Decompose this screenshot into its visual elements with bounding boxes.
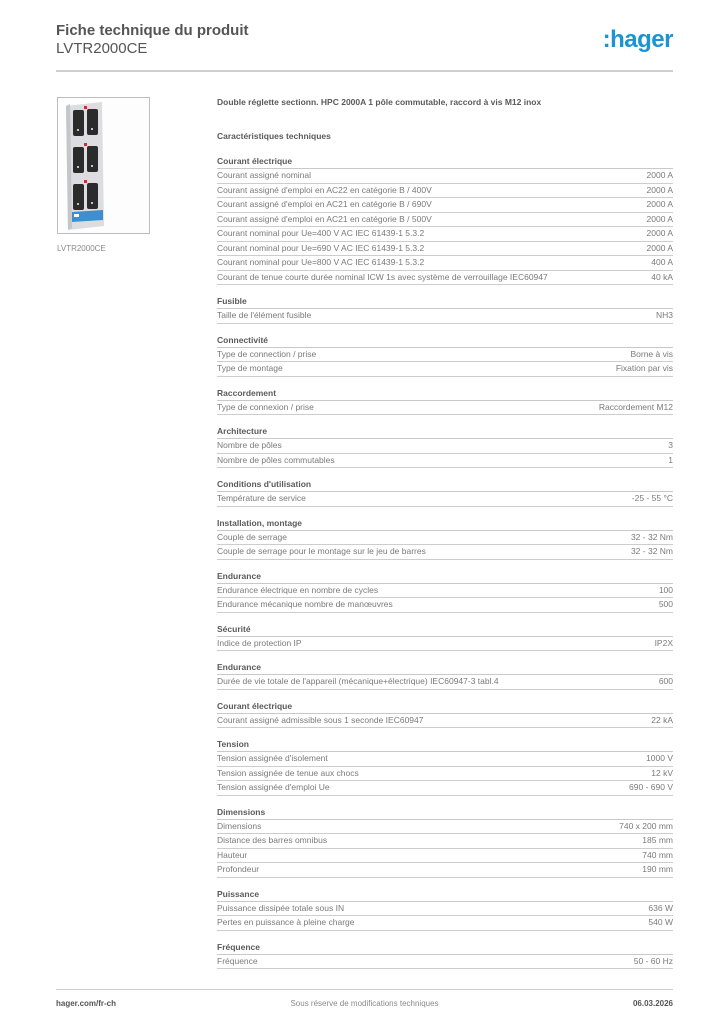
section-title: Installation, montage: [217, 518, 673, 531]
spec-section: [217, 739, 673, 796]
spec-label: Endurance électrique en nombre de cycles: [217, 584, 379, 595]
spec-row: [217, 362, 673, 377]
spec-label: Courant de tenue courte durée nominal ICW 1s avec système de verrouillage IEC60947: [217, 271, 548, 282]
section-title: Courant électrique: [217, 156, 673, 169]
spec-row: [217, 902, 673, 917]
section-title: Courant électrique: [217, 701, 673, 714]
spec-row: [217, 767, 673, 782]
spec-label: Couple de serrage pour le montage sur le jeu de barres: [217, 546, 426, 556]
spec-label: Courant nominal pour Ue=800 V AC IEC 61439-1 5.3.2: [217, 257, 425, 267]
spec-value: IP2X: [654, 637, 673, 648]
spec-label: Couple de serrage: [217, 531, 287, 542]
tech-characteristics-title: Caractéristiques techniques: [217, 131, 331, 141]
spec-row: [217, 675, 673, 690]
spec-label: Fréquence: [217, 955, 258, 966]
spec-label: Type de montage: [217, 363, 283, 373]
spec-label: Durée de vie totale de l'appareil (mécanique+électrique) IEC60947-3 tabl.4: [217, 676, 499, 686]
spec-row: [217, 545, 673, 560]
spec-value: Fixation par vis: [615, 363, 673, 373]
page-header: [56, 22, 673, 66]
spec-label: Courant assigné d'emploi en AC21 en catégorie B / 690V: [217, 199, 432, 209]
spec-section: [217, 662, 673, 690]
spec-row: [217, 439, 673, 454]
spec-value: 1000 V: [646, 753, 673, 763]
product-photo-icon: [58, 98, 150, 234]
spec-section: [217, 624, 673, 652]
spec-section: [217, 479, 673, 507]
spec-row: [217, 242, 673, 257]
section-title: Fusible: [217, 296, 673, 309]
spec-section: [217, 335, 673, 377]
spec-section: [217, 571, 673, 613]
spec-row: [217, 198, 673, 213]
product-image: [57, 97, 150, 234]
spec-value: 740 x 200 mm: [619, 820, 673, 831]
spec-value: 100: [658, 584, 673, 595]
spec-row: [217, 752, 673, 767]
spec-section: [217, 889, 673, 931]
spec-label: Type de connexion / prise: [217, 401, 314, 412]
spec-row: [217, 348, 673, 363]
spec-value: 540 W: [648, 917, 673, 927]
spec-value: 32 - 32 Nm: [630, 546, 673, 556]
spec-value: 636 W: [648, 902, 673, 913]
spec-row: [217, 492, 673, 507]
section-title: Tension: [217, 739, 673, 752]
page-footer: [56, 999, 673, 1011]
spec-section: [217, 388, 673, 416]
section-title: Raccordement: [217, 388, 673, 401]
spec-label: Courant assigné d'emploi en AC22 en catégorie B / 400V: [217, 184, 432, 195]
spec-value: 690 - 690 V: [629, 782, 673, 792]
spec-value: 50 - 60 Hz: [633, 955, 673, 966]
spec-row: [217, 598, 673, 613]
spec-label: Courant nominal pour Ue=690 V AC IEC 61439-1 5.3.2: [217, 242, 425, 253]
product-reference: LVTR2000CE: [57, 244, 106, 253]
spec-value: Raccordement M12: [598, 401, 673, 412]
spec-row: [217, 781, 673, 796]
spec-label: Distance des barres omnibus: [217, 835, 328, 845]
spec-value: NH3: [655, 310, 673, 320]
spec-label: Tension assignée d'isolement: [217, 753, 328, 763]
spec-label: Courant assigné admissible sous 1 seconde IEC60947: [217, 714, 424, 725]
footer-date: 06.03.2026: [632, 999, 673, 1008]
spec-row: [217, 820, 673, 835]
spec-label: Nombre de pôles commutables: [217, 454, 335, 465]
spec-row: [217, 401, 673, 416]
section-title: Endurance: [217, 662, 673, 675]
spec-row: [217, 454, 673, 469]
spec-label: Température de service: [217, 493, 306, 503]
section-title: Conditions d'utilisation: [217, 479, 673, 492]
spec-section: [217, 807, 673, 878]
section-title: Puissance: [217, 889, 673, 902]
footer-website-link[interactable]: hager.com/fr-ch: [56, 999, 117, 1008]
section-title: Endurance: [217, 571, 673, 584]
spec-section: [217, 942, 673, 970]
footer-disclaimer: Sous réserve de modifications techniques: [290, 999, 439, 1008]
spec-value: 12 kV: [651, 767, 673, 778]
footer-divider: [56, 989, 673, 990]
spec-value: 500: [658, 599, 673, 609]
spec-row: [217, 584, 673, 599]
spec-label: Tension assignée d'emploi Ue: [217, 782, 330, 792]
spec-row: [217, 213, 673, 228]
spec-value: 600: [658, 676, 673, 686]
section-title: Connectivité: [217, 335, 673, 348]
spec-label: Courant assigné nominal: [217, 170, 312, 180]
spec-section: [217, 296, 673, 324]
spec-value: 1: [668, 454, 673, 465]
spec-section: [217, 701, 673, 729]
spec-label: Hauteur: [217, 849, 248, 860]
spec-row: [217, 637, 673, 652]
spec-label: Endurance mécanique nombre de manœuvres: [217, 599, 393, 609]
spec-value: 2000 A: [646, 242, 673, 253]
spec-row: [217, 227, 673, 242]
spec-section: [217, 156, 673, 285]
page-title: Fiche technique du produit: [56, 22, 249, 39]
spec-label: Courant assigné d'emploi en AC21 en catégorie B / 500V: [217, 213, 432, 224]
spec-value: Borne à vis: [630, 348, 673, 359]
hager-logo: :hager: [602, 26, 673, 53]
spec-row: [217, 916, 673, 931]
header-divider: [56, 70, 673, 72]
spec-label: Courant nominal pour Ue=400 V AC IEC 61439-1 5.3.2: [217, 228, 425, 238]
spec-row: [217, 271, 673, 286]
section-title: Fréquence: [217, 942, 673, 955]
section-title: Sécurité: [217, 624, 673, 637]
spec-value: 400 A: [651, 257, 673, 267]
spec-value: 3: [668, 440, 673, 450]
spec-sections: [217, 156, 673, 969]
spec-label: Tension assignée de tenue aux chocs: [217, 767, 359, 778]
section-title: Architecture: [217, 426, 673, 439]
spec-value: 32 - 32 Nm: [630, 531, 673, 542]
spec-row: [217, 955, 673, 970]
spec-label: Type de connection / prise: [217, 348, 317, 359]
spec-value: 40 kA: [651, 271, 673, 282]
spec-value: -25 - 55 °C: [631, 493, 673, 503]
spec-row: [217, 714, 673, 729]
section-title: Dimensions: [217, 807, 673, 820]
spec-label: Dimensions: [217, 820, 262, 831]
spec-section: [217, 518, 673, 560]
product-code: LVTR2000CE: [56, 40, 148, 57]
spec-value: 2000 A: [646, 170, 673, 180]
spec-row: [217, 256, 673, 271]
spec-value: 22 kA: [651, 714, 673, 725]
spec-label: Profondeur: [217, 864, 260, 874]
spec-content: [217, 96, 673, 969]
spec-row: [217, 169, 673, 184]
spec-row: [217, 834, 673, 849]
spec-label: Pertes en puissance à pleine charge: [217, 917, 355, 927]
spec-value: 2000 A: [646, 228, 673, 238]
spec-row: [217, 309, 673, 324]
spec-row: [217, 849, 673, 864]
spec-label: Taille de l'élément fusible: [217, 310, 312, 320]
spec-label: Indice de protection IP: [217, 637, 302, 648]
spec-value: 2000 A: [646, 184, 673, 195]
spec-value: 2000 A: [646, 213, 673, 224]
spec-value: 190 mm: [642, 864, 673, 874]
spec-section: [217, 426, 673, 468]
spec-value: 185 mm: [642, 835, 673, 845]
spec-label: Puissance dissipée totale sous IN: [217, 902, 345, 913]
spec-row: [217, 184, 673, 199]
spec-value: 740 mm: [642, 849, 673, 860]
spec-label: Nombre de pôles: [217, 440, 282, 450]
product-description: Double réglette sectionn. HPC 2000A 1 pôle commutable, raccord à vis M12 inox: [217, 97, 542, 107]
spec-row: [217, 863, 673, 878]
spec-value: 2000 A: [646, 199, 673, 209]
spec-row: [217, 531, 673, 546]
